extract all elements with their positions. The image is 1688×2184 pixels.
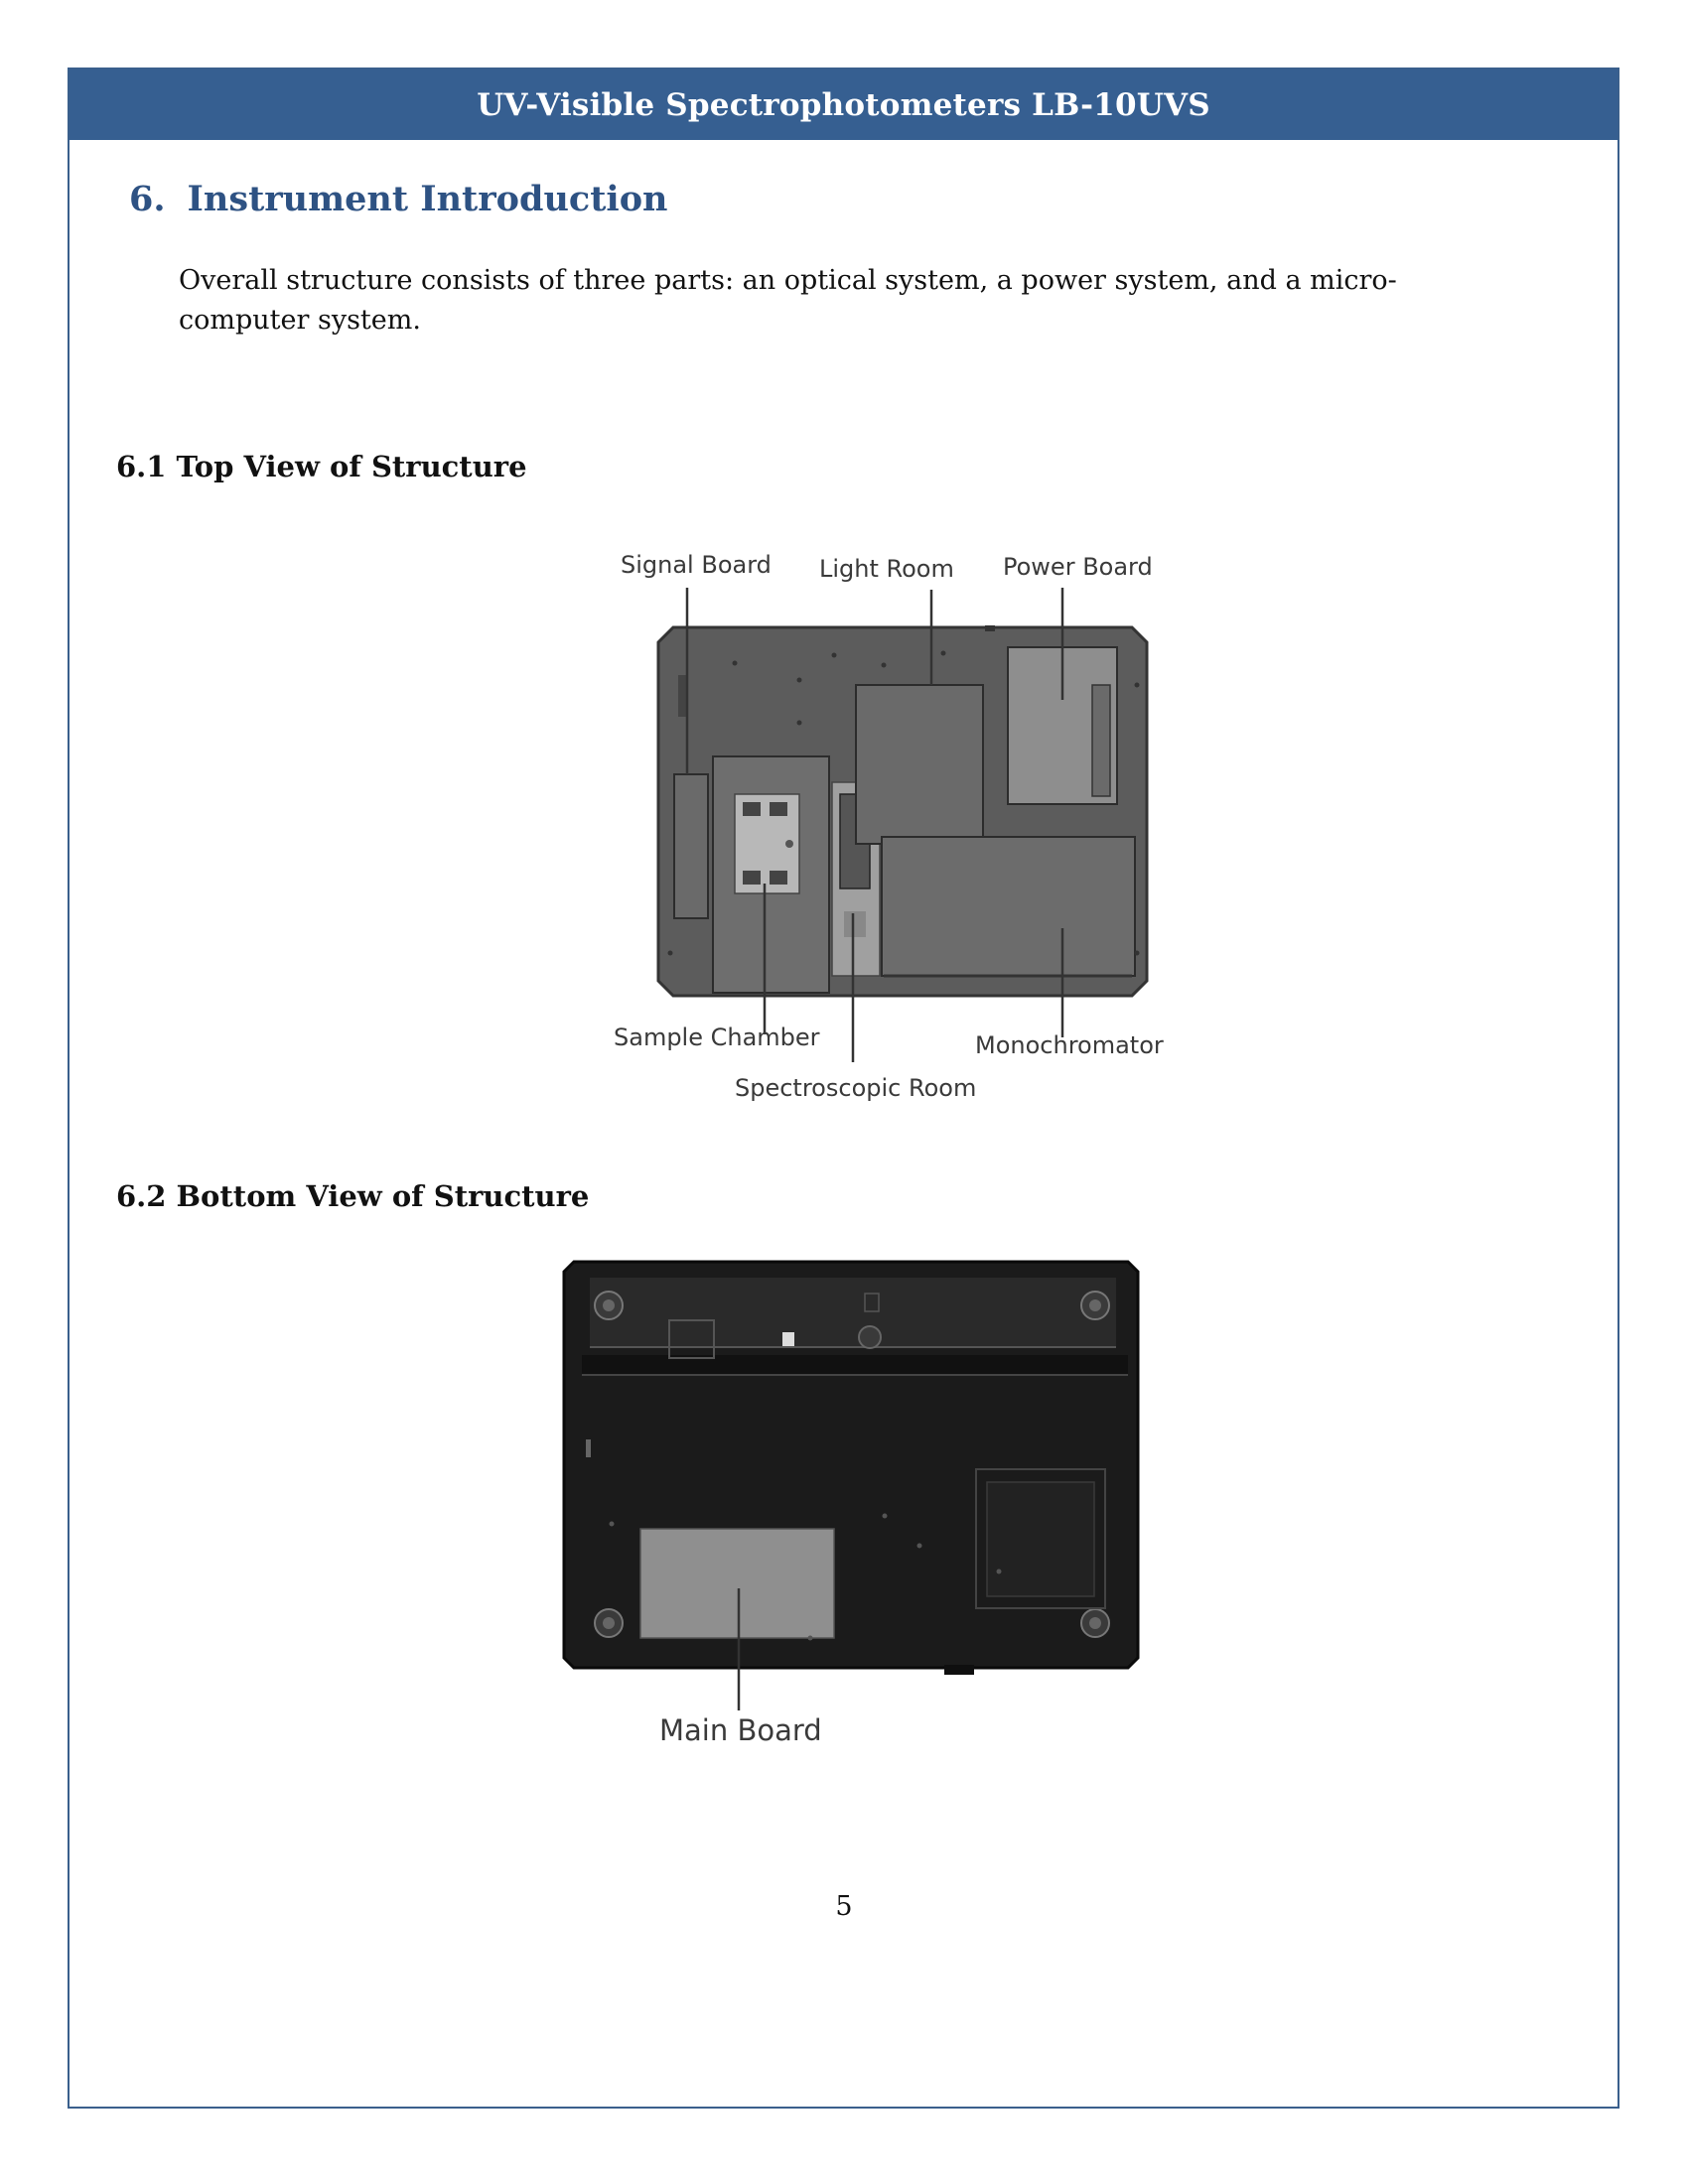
section-intro: [179, 261, 1489, 341]
label-power-board: Power Board: [1003, 553, 1153, 581]
label-main-board: Main Board: [659, 1713, 822, 1747]
section-heading: [129, 179, 667, 219]
subsection-top-heading: 6.1 Top View of Structure: [116, 450, 527, 483]
page-number: 5: [835, 1891, 853, 1922]
section-title: Instrument Introduction: [187, 179, 668, 219]
label-sample-chamber: Sample Chamber: [614, 1024, 820, 1051]
light-room-part: [856, 685, 983, 844]
bottom-view-figure: [562, 1256, 1158, 1772]
section-number: 6.: [129, 179, 166, 219]
subsection-bottom-heading: 6.2 Bottom View of Structure: [116, 1179, 590, 1213]
header-banner: [70, 69, 1618, 140]
top-chassis: [658, 625, 1147, 996]
intro-line-2: computer system.: [179, 305, 421, 336]
signal-board-part: [674, 774, 708, 918]
label-monochromator: Monochromator: [975, 1031, 1164, 1059]
bottom-chassis: [564, 1262, 1138, 1675]
label-light-room: Light Room: [819, 555, 954, 583]
intro-line-1: Overall structure consists of three parts: an optical system, a power system, and a micro-: [179, 265, 1397, 296]
header-title: UV-Visible Spectrophotometers LB-10UVS: [477, 86, 1210, 123]
label-spectroscopic-room: Spectroscopic Room: [735, 1074, 977, 1102]
top-view-figure: [596, 536, 1192, 1122]
monochromator-part: [882, 837, 1135, 976]
main-board-part: [640, 1529, 834, 1638]
label-signal-board: Signal Board: [621, 551, 772, 579]
